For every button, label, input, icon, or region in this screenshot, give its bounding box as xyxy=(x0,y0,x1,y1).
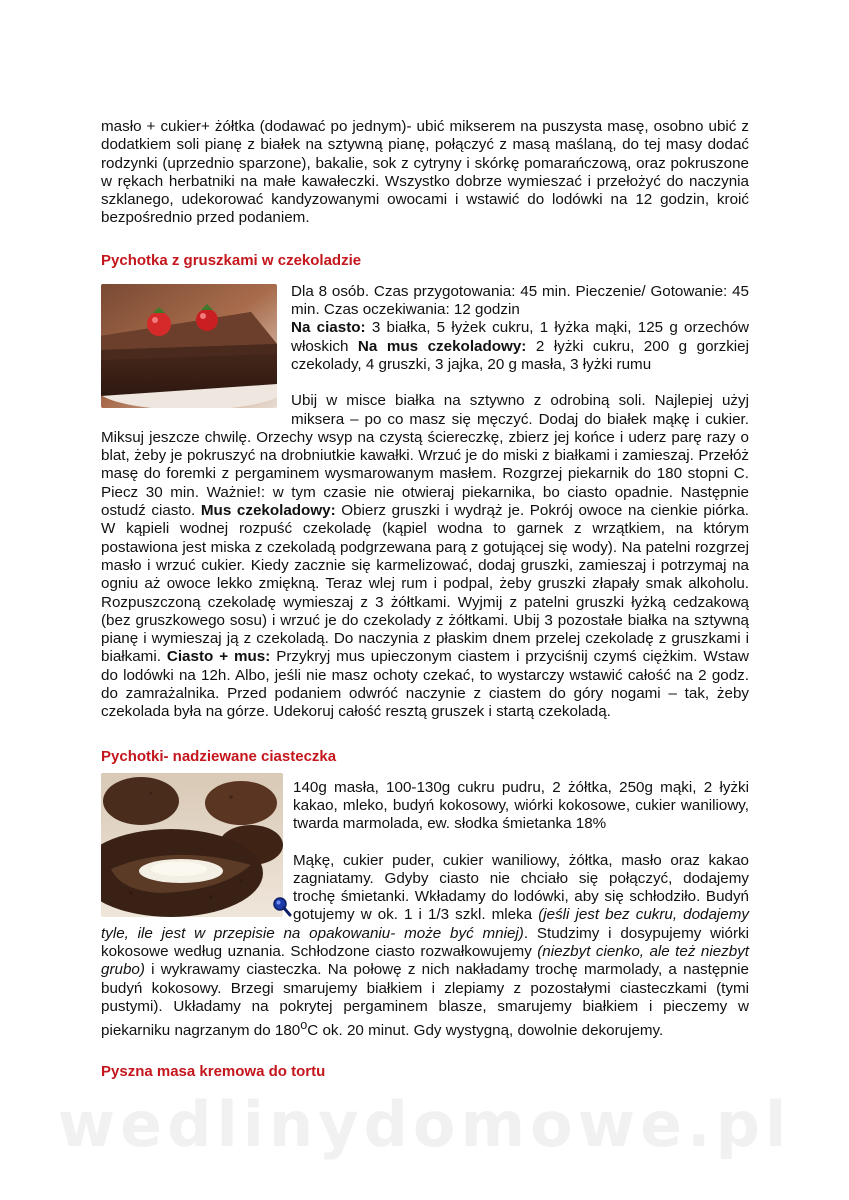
method2-part-5: i wykrawamy ciasteczka. Na połowę z nich nakładamy trochę marmolady, a następnie budyń kokosowy. Brzegi smarujemy białkiem i zlepiamy z pozostałymi ciasteczkami (tymi pustymi). Układamy na pokrytej pergaminem blasze, smarujemy białkiem i pieczemy w piekarniku nagrzanym do 180 xyxy=(101,961,749,1040)
method2-part-7: C ok. 20 minut. Gdy wystygną, dowolnie dekorujemy. xyxy=(307,1022,664,1040)
method2-note-sugar: (jeśli jest bez cukru, dodajemy tyle, ile jest w przepisie na opakowaniu- może być mniej) xyxy=(101,906,749,942)
method2-part-3: . Studzimy i dosypujemy wiórki kokosowe według uznania. Schłodzone ciasto rozwałkowujemy xyxy=(101,924,749,960)
ciasto-label: Na ciasto: xyxy=(291,319,366,337)
recipe3-title: Pyszna masa kremowa do tortu xyxy=(101,1062,326,1080)
method-part-b: Obierz gruszki i wydrąż je. Pokrój owoce na cienkie piórka. W kąpieli wodnej rozpuść czekoladę (kąpiel wodna to garnek z wrzątkiem, na którym postawiona jest miska z czekoladą podgrzewana parą z gotującej się wody). Na patelni rozgrzej masło i wrzuć cukier. Kiedy zacznie się karmelizować, dodaj gruszki, zamieszaj i potrzymaj na ogniu aż owoce lekko zmiękną. Teraz wlej rum i podpal, żeby gruszki złapały smak alkoholu. Rozpuszczoną czekoladę wymieszaj z 3 żółtkami. Wyjmij z patelni gruszki łyżką cedzakową (bez gruszkowego sosu) i wrzuć je do czekolady z żółtkami. Ubij 3 pozostałe białka na sztywną pianę i wymieszaj ją z czekoladą. Do naczynia z płaskim dnem przelej czekoladę z gruszkami i białkami. xyxy=(101,502,750,666)
method-ciasto-mus-label: Ciasto + mus: xyxy=(166,648,271,666)
method2-part-1: Mąkę, cukier puder, cukier waniliowy, żółtka, masło oraz kakao zagniatamy. Gdyby ciasto nie chciało się połączyć, dodajemy trochę śmietanki. Wkładamy do lodówki, aby się schłodziło. Budyń gotujemy w ok. 1 i 1/3 szkl. mleka xyxy=(293,851,749,924)
recipe1-method xyxy=(101,392,749,721)
cookies-photo xyxy=(101,773,283,917)
recipe-pychotki-ciasteczka xyxy=(101,748,749,1041)
degree-sup: o xyxy=(300,1018,308,1033)
method-part-c: Przykryj mus upieczonym ciastem i przyciśnij czymś ciężkim. Wstaw do lodówki na 12h. Albo, jeśli nie masz ochoty czekać, to wystarczy wstawić całość na 2 godz. do zamrażalnika. Przed podaniem odwróć naczynie z ciastem do góry nogami – tak, żeby czekolada była na górze. Udekoruj całość resztą gruszek i startą czekoladą. xyxy=(101,648,749,721)
recipe1-summary: Dla 8 osób. Czas przygotowania: 45 min. Pieczenie/ Gotowanie: 45 min. Czas oczekiwania: 12 godzin xyxy=(291,282,749,319)
recipe-pychotka-gruszki xyxy=(101,252,749,722)
ciasto-ingredients: 3 białka, 5 łyżek cukru, 1 łyżka mąki, 125 g orzechów włoskich xyxy=(291,319,749,355)
method-part-a: Ubij w misce białka na sztywno z odrobiną soli. Najlepiej użyj miksera – po co masz się męczyć. Dodaj do białek mąkę i cukier. Miksuj jeszcze chwilę. Orzechy wsyp na czystą ściereczkę, zbierz jej końce i uderz parę razy o blat, żeby je pokruszyć na drobniutkie kawałki. Wrzuć je do miski z białkami i zamieszaj. Przełóż masę do foremki z pergaminem wysmarowanym masłem. Rozgrzej piekarnik do 180 stopni C. Piecz 30 min. Ważnie!: w tym czasie nie otwieraj piekarnika, bo ciasto opadnie. Następnie ostudź ciasto. xyxy=(101,392,749,520)
intro-paragraph: masło + cukier+ żółtka (dodawać po jednym)- ubić mikserem na puszysta masę, osobno ubić z dodatkiem soli pianę z białek na sztywną pianę, połączyć z masą maślaną, do tej masy dodać rodzynki (uprzednio sparzone), bakalie, sok z cytryny i skórkę pomarańczową, oraz pokruszone w rękach herbatniki na małe kawałeczki. Wszystko dobrze wymieszać i przełożyć do naczynia szklanego, udekorować kandyzowanymi owocami i wstawić do lodówki na 12 godzin, kroić bezpośrednio przed podaniem. xyxy=(101,118,749,227)
document-page xyxy=(101,118,749,1081)
method2-note-thickness: (niezbyt cienko, ale też niezbyt grubo) xyxy=(101,942,750,979)
recipe1-title: Pychotka z gruszkami w czekoladzie xyxy=(101,251,362,269)
magnifier-icon[interactable] xyxy=(272,896,292,918)
recipe2-ingredients: 140g masła, 100-130g cukru pudru, 2 żółtka, 250g mąki, 2 łyżki kakao, mleko, budyń kokosowy, wiórki kokosowe, cukier waniliowy, twarda marmolada, ew. słodka śmietanka 18% xyxy=(293,778,749,833)
chocolate-cake-photo xyxy=(101,284,277,408)
method-mus-label: Mus czekoladowy: xyxy=(200,502,336,520)
watermark: wedlinydomowe.pl xyxy=(57,1088,792,1161)
mus-label: Na mus czekoladowy: xyxy=(357,337,527,355)
mus-ingredients: 2 łyżki cukru, 200 g gorzkiej czekolady, 4 gruszki, 3 jajka, 20 g masła, 3 łyżki rumu xyxy=(291,337,749,373)
recipe-masa-kremowa xyxy=(101,1063,749,1081)
recipe2-title: Pychotki- nadziewane ciasteczka xyxy=(101,747,337,765)
